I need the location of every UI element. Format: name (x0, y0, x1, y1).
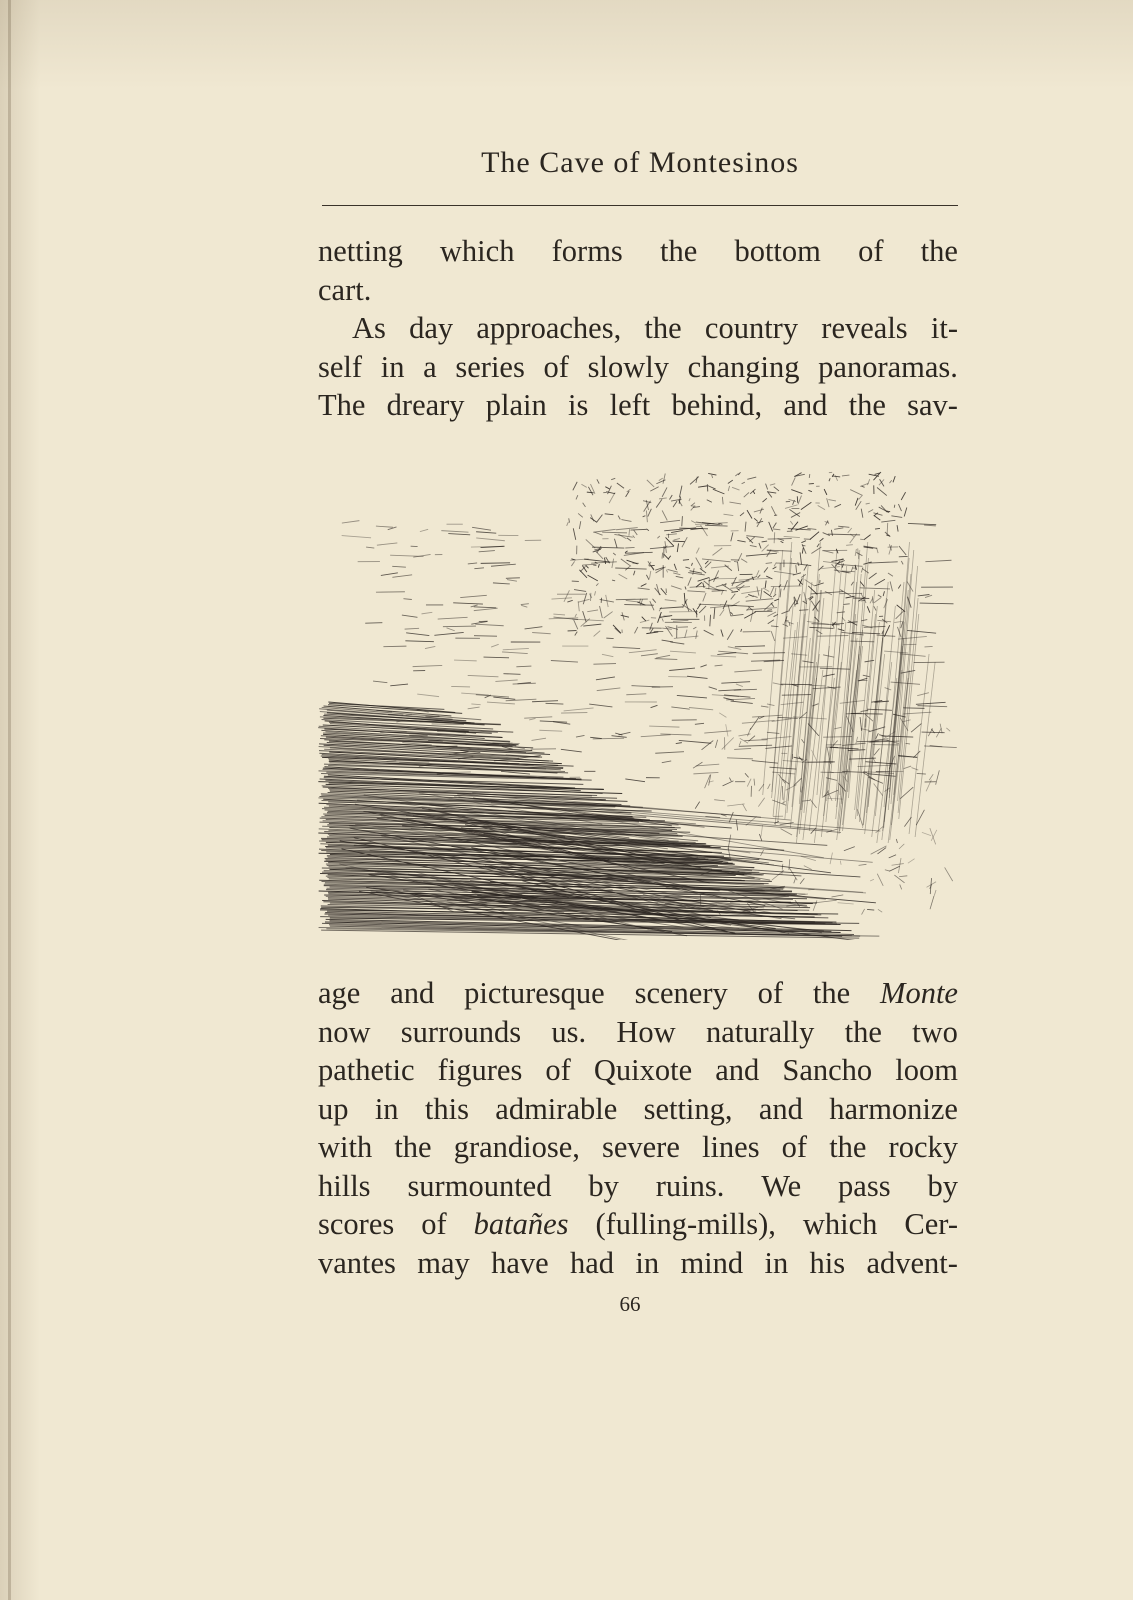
word: We (761, 1168, 802, 1203)
word: and (715, 1053, 760, 1087)
word: his (809, 1245, 846, 1280)
word: have (491, 1245, 549, 1280)
word: up (318, 1091, 349, 1126)
word: hills (318, 1168, 371, 1203)
text-line (318, 1090, 958, 1129)
word: ruins. (655, 1168, 725, 1203)
body-text-top (318, 232, 958, 425)
word: of (858, 234, 884, 268)
word: the (394, 1130, 432, 1164)
word: grandiose, (453, 1130, 580, 1164)
word: of (545, 1053, 571, 1087)
word: series (455, 349, 525, 384)
page-number: 66 (619, 1292, 641, 1316)
text-line (318, 232, 958, 271)
word: (fulling-mills), (595, 1207, 776, 1241)
word: Monte (880, 976, 958, 1010)
word: and (390, 976, 435, 1010)
word: approaches, (476, 311, 622, 345)
word: surmounted (407, 1168, 552, 1203)
word: The (318, 388, 366, 422)
running-title: The Cave of Montesinos (481, 146, 799, 179)
word: plain (485, 388, 547, 422)
word: reveals (821, 311, 908, 345)
word: loom (895, 1053, 958, 1087)
word: of (421, 1207, 447, 1241)
text-line (318, 271, 958, 310)
text-line (318, 1244, 958, 1283)
word: slowly (587, 349, 669, 384)
word: admirable (495, 1091, 618, 1126)
word: pass (838, 1168, 891, 1203)
word: figures (437, 1053, 523, 1087)
word: in (764, 1245, 789, 1280)
word: with (318, 1130, 373, 1164)
word: picturesque (464, 976, 605, 1010)
word: How (616, 1014, 676, 1049)
word: by (927, 1168, 958, 1203)
word: the (660, 234, 698, 268)
word: setting, (643, 1091, 733, 1126)
word: bottom (734, 234, 821, 268)
word: vantes (318, 1245, 396, 1280)
word: Cer- (904, 1207, 958, 1241)
word: the (829, 1130, 867, 1164)
word: country (704, 311, 799, 345)
word: and (783, 388, 828, 422)
word: sav- (907, 388, 958, 422)
text-line (318, 386, 958, 425)
word: which (802, 1207, 878, 1241)
word: scenery (634, 976, 728, 1010)
word: may (417, 1245, 470, 1280)
word: in (380, 349, 405, 384)
word: age (318, 976, 361, 1010)
text-line (318, 1051, 958, 1090)
word: of (543, 349, 569, 384)
word: day (409, 311, 454, 345)
word: the (644, 311, 682, 345)
word: Sancho (782, 1053, 873, 1087)
header-rule (322, 205, 958, 206)
word: of (757, 976, 784, 1010)
word: changing (687, 349, 800, 384)
word: surrounds (400, 1014, 522, 1049)
text-line (318, 1167, 958, 1206)
word: self (318, 349, 363, 384)
word: now (318, 1014, 371, 1049)
word: by (588, 1168, 619, 1203)
word: advent- (866, 1245, 958, 1280)
text-line (318, 1205, 958, 1244)
word: behind, (671, 388, 763, 422)
word: is (568, 388, 589, 422)
word: cart. (318, 272, 372, 307)
word: had (570, 1245, 615, 1280)
word: pathetic (318, 1053, 415, 1087)
word: Quixote (593, 1053, 693, 1087)
word: scores (318, 1207, 395, 1241)
word: the (812, 976, 851, 1010)
word: left (609, 388, 651, 422)
word: dreary (386, 388, 465, 422)
word: panoramas. (818, 349, 958, 384)
text-line (318, 1013, 958, 1052)
word: the (848, 388, 886, 422)
word: the (920, 234, 958, 268)
body-text-bottom (318, 974, 958, 1282)
word: As (352, 311, 386, 345)
word: mind (680, 1245, 744, 1280)
word: netting (318, 234, 403, 268)
word: two (912, 1014, 958, 1049)
word: the (844, 1014, 882, 1049)
word: us. (551, 1014, 587, 1049)
text-line (318, 309, 958, 348)
word: lines (701, 1130, 760, 1164)
landscape-engraving-icon (318, 462, 963, 940)
word: and (758, 1091, 803, 1126)
text-line (318, 1128, 958, 1167)
word: in (374, 1091, 399, 1126)
page-edge-shadow (8, 0, 11, 1600)
word: forms (551, 234, 623, 268)
text-line (318, 348, 958, 387)
word: in (635, 1245, 660, 1280)
word: naturally (705, 1014, 815, 1049)
word: which (439, 234, 515, 268)
word: it- (930, 311, 958, 345)
word: of (781, 1130, 808, 1164)
word: a (423, 349, 437, 384)
word: severe (601, 1130, 680, 1164)
word: batañes (473, 1207, 569, 1241)
word: this (424, 1091, 469, 1126)
text-line (318, 974, 958, 1013)
word: harmonize (829, 1091, 958, 1126)
word: rocky (888, 1130, 958, 1164)
